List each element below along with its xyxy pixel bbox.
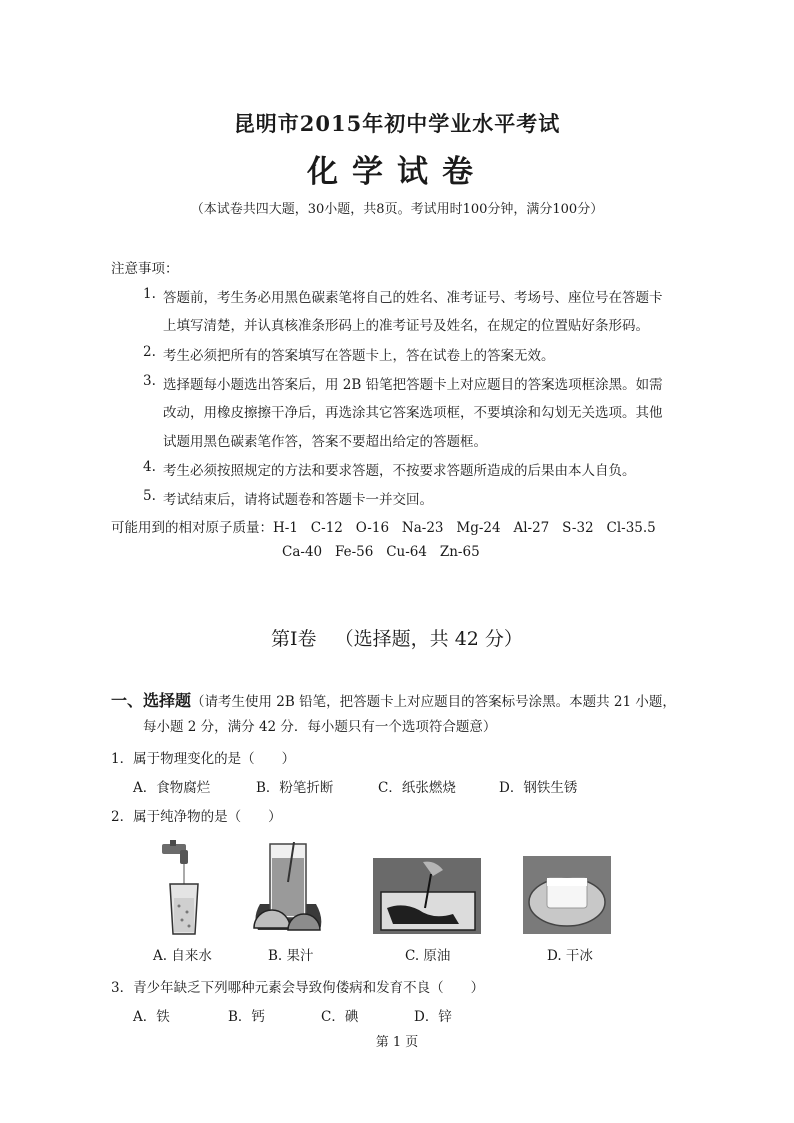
note-text: 上填写清楚，并认真核准条形码上的准考证号及姓名，在规定的位置贴好条形码。: [163, 318, 649, 334]
question-stem: 2．属于纯净物的是（ ）: [111, 809, 282, 825]
exam-info: （本试卷共四大题，30小题，共8页。考试用时100分钟，满分100分）: [190, 202, 604, 217]
atomic-mass-values-2: Ca-40 Fe-56 Cu-64 Zn-65: [282, 544, 480, 560]
dry-ice-image: [523, 856, 611, 934]
note-number: 1.: [143, 286, 156, 302]
image-label-a: A. 自来水: [153, 948, 212, 964]
note-text: 答题前，考生务必用黑色碳素笔将自己的姓名、准考证号、考场号、座位号在答题卡: [163, 290, 663, 306]
atomic-mass-values: H-1 C-12 O-16 Na-23 Mg-24 Al-27 S-32 Cl-35.5: [273, 520, 656, 536]
image-label-d: D. 干冰: [547, 948, 593, 964]
option-d: D．钢铁生锈: [499, 780, 578, 796]
option-b: B．钙: [228, 1009, 265, 1025]
image-label-b: B. 果汁: [268, 948, 314, 964]
tap-water-image: [160, 840, 212, 936]
note-number: 4.: [143, 459, 156, 475]
option-c: C．纸张燃烧: [378, 780, 456, 796]
note-text: 选择题每小题选出答案后，用 2B 铅笔把答题卡上对应题目的答案选项框涂黑。如需: [163, 377, 663, 393]
option-a: A．食物腐烂: [133, 780, 211, 796]
note-number: 3.: [143, 373, 156, 389]
notes-heading: 注意事项：: [111, 261, 179, 277]
option-c: C．碘: [321, 1009, 359, 1025]
question-stem: 3．青少年缺乏下列哪种元素会导致佝偻病和发育不良（ ）: [111, 980, 485, 996]
note-text: 试题用黑色碳素笔作答，答案不要超出给定的答题框。: [163, 434, 487, 450]
note-text: 考生必须按照规定的方法和要求答题，不按要求答题所造成的后果由本人自负。: [163, 463, 636, 479]
section-heading: [111, 688, 676, 711]
note-text: 改动，用橡皮擦擦干净后，再选涂其它答案选项框，不要填涂和勾划无关选项。其他: [163, 405, 663, 421]
section-desc: （请考生使用 2B 铅笔，把答题卡上对应题目的答案标号涂黑。本题共 21 小题，: [191, 694, 676, 710]
exam-title: 昆明市2015年初中学业水平考试: [233, 111, 561, 136]
juice-image: [250, 842, 326, 934]
note-number: 2.: [143, 344, 156, 360]
page-number: 第 1 页: [375, 1035, 419, 1050]
crude-oil-image: [373, 858, 481, 934]
option-a: A．铁: [133, 1009, 170, 1025]
option-b: B．粉笔折断: [256, 780, 334, 796]
image-label-c: C. 原油: [405, 948, 451, 964]
part-title: 第Ⅰ卷 （选择题，共 42 分）: [271, 628, 523, 650]
note-text: 考生必须把所有的答案填写在答题卡上，答在试卷上的答案无效。: [163, 348, 555, 364]
note-number: 5.: [143, 488, 156, 504]
subject-title: 化学试卷: [307, 154, 487, 190]
question-stem: 1．属于物理变化的是（ ）: [111, 751, 296, 767]
note-text: 考试结束后，请将试题卷和答题卡一并交回。: [163, 492, 433, 508]
atomic-mass-label: 可能用到的相对原子质量：: [111, 520, 273, 536]
option-d: D．锌: [414, 1009, 452, 1025]
section-desc-cont: 每小题 2 分，满分 42 分．每小题只有一个选项符合题意）: [143, 719, 497, 735]
section-name: 一、选择题: [111, 691, 192, 710]
atomic-mass-line: [111, 516, 656, 536]
